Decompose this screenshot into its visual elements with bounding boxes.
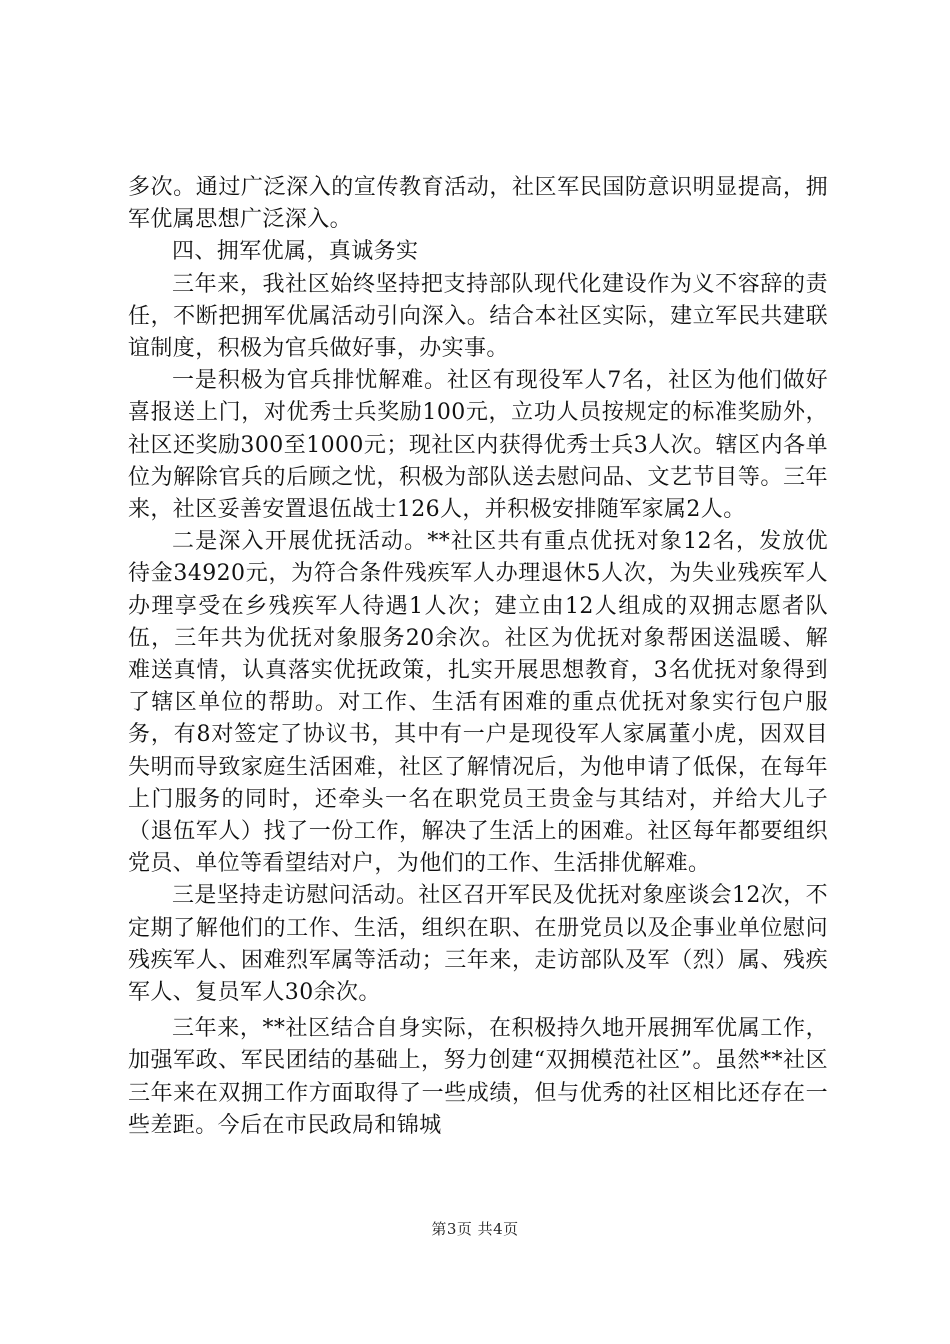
paragraph-summary: 三年来，**社区结合自身实际，在积极持久地开展拥军优属工作，加强军政、军民团结的基础上，努力创建“双拥模范社区”。虽然**社区三年来在双拥工作方面取得了一些成绩，但与优秀的社区相比还存在一些差距。今后在市民政局和锦城 (128, 1016, 828, 1138)
paragraph-intro: 三年来，我社区始终坚持把支持部队现代化建设作为义不容辞的责任，不断把拥军优属活动引向深入。结合本社区实际，建立军民共建联谊制度，积极为官兵做好事，办实事。 (128, 271, 828, 362)
page-footer: 第3页 共4页 (431, 1220, 519, 1238)
paragraph-continuation: 多次。通过广泛深入的宣传教育活动，社区军民国防意识明显提高，拥军优属思想广泛深入。 (128, 175, 828, 233)
paragraph-item-one: 一是积极为官兵排忧解难。社区有现役军人7名，社区为他们做好喜报送上门，对优秀士兵奖励100元，立功人员按规定的标准奖励外，社区还奖励300至1000元；现社区内获得优秀士兵3人次。辖区内各单位为解除官兵的后顾之忧，积极为部队送去慰问品、文艺节目等。三年来，社区妥善安置退伍战士126人，并积极安排随军家属2人。 (128, 368, 828, 523)
document-body (128, 172, 828, 1142)
section-heading: 四、拥军优属，真诚务实 (172, 239, 419, 265)
paragraph-item-three: 三是坚持走访慰问活动。社区召开军民及优抚对象座谈会12次，不定期了解他们的工作、生活，组织在职、在册党员以及企事业单位慰问残疾军人、困难烈军属等活动；三年来，走访部队及军（烈）属、残疾军人、复员军人30余次。 (128, 883, 828, 1006)
paragraph-item-two: 二是深入开展优抚活动。**社区共有重点优抚对象12名，发放优待金34920元，为符合条件残疾军人办理退休5人次，为失业残疾军人办理享受在乡残疾军人待遇1人次；建立由12人组成的双拥志愿者队伍，三年共为优抚对象服务20余次。社区为优抚对象帮困送温暖、解难送真情，认真落实优抚政策，扎实开展思想教育，3名优抚对象得到了辖区单位的帮助。对工作、生活有困难的重点优抚对象实行包户服务，有8对签定了协议书，其中有一户是现役军人家属董小虎，因双目失明而导致家庭生活困难，社区了解情况后，为他申请了低保，在每年上门服务的同时，还牵头一名在职党员王贵金与其结对，并给大儿子（退伍军人）找了一份工作，解决了生活上的困难。社区每年都要组织党员、单位等看望结对户，为他们的工作、生活排优解难。 (128, 529, 828, 877)
